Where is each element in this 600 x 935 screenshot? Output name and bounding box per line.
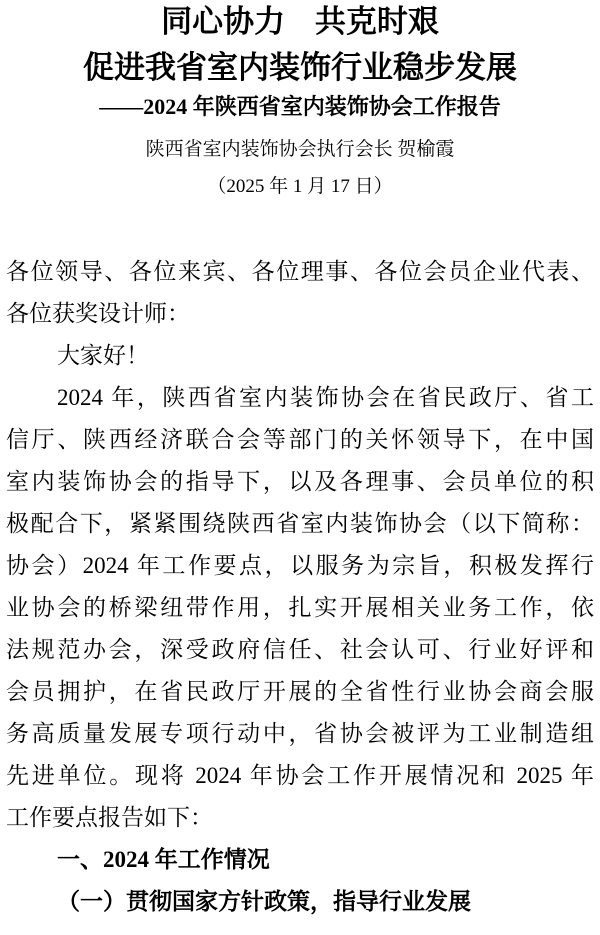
report-date: （2025 年 1 月 17 日） [207, 176, 393, 197]
subsection-heading: （一）贯彻国家方针政策，指导行业发展 [57, 889, 471, 914]
paragraph-line: 信厅、陕西经济联合会等部门的关怀领导下，在中国 [6, 427, 594, 452]
paragraph-line: 法规范办会，深受政府信任、社会认可、行业好评和 [6, 637, 594, 662]
document-body [6, 251, 594, 923]
paragraph-line: 业协会的桥梁纽带作用，扎实开展相关业务工作，依 [6, 595, 594, 620]
author-line: 陕西省室内装饰协会执行会长 贺榆霞 [145, 139, 455, 160]
title-line-2: 促进我省室内装饰行业稳步发展 [83, 50, 517, 85]
paragraph-line: 工作要点报告如下： [6, 805, 213, 830]
report-subtitle: ——2024 年陕西省室内装饰协会工作报告 [99, 94, 501, 119]
title-line-1: 同心协力 共克时艰 [161, 4, 439, 39]
salutation-line: 各位获奖设计师： [6, 301, 190, 326]
paragraph-line: 务高质量发展专项行动中，省协会被评为工业制造组 [6, 721, 594, 746]
paragraph-line: 协会）2024 年工作要点，以服务为宗旨，积极发挥行 [6, 553, 594, 578]
paragraph-line: 会员拥护，在省民政厅开展的全省性行业协会商会服 [6, 679, 594, 704]
paragraph-line: 2024 年，陕西省室内装饰协会在省民政厅、省工 [57, 385, 594, 410]
paragraph-line: 室内装饰协会的指导下，以及各理事、会员单位的积 [6, 469, 594, 494]
section-heading: 一、2024 年工作情况 [57, 847, 270, 872]
greeting: 大家好！ [57, 343, 149, 368]
paragraph-line: 先进单位。现将 2024 年协会工作开展情况和 2025 年 [6, 763, 594, 788]
salutation-line: 各位领导、各位来宾、各位理事、各位会员企业代表、 [6, 259, 594, 284]
paragraph-line: 极配合下，紧紧围绕陕西省室内装饰协会（以下简称： [6, 511, 594, 536]
